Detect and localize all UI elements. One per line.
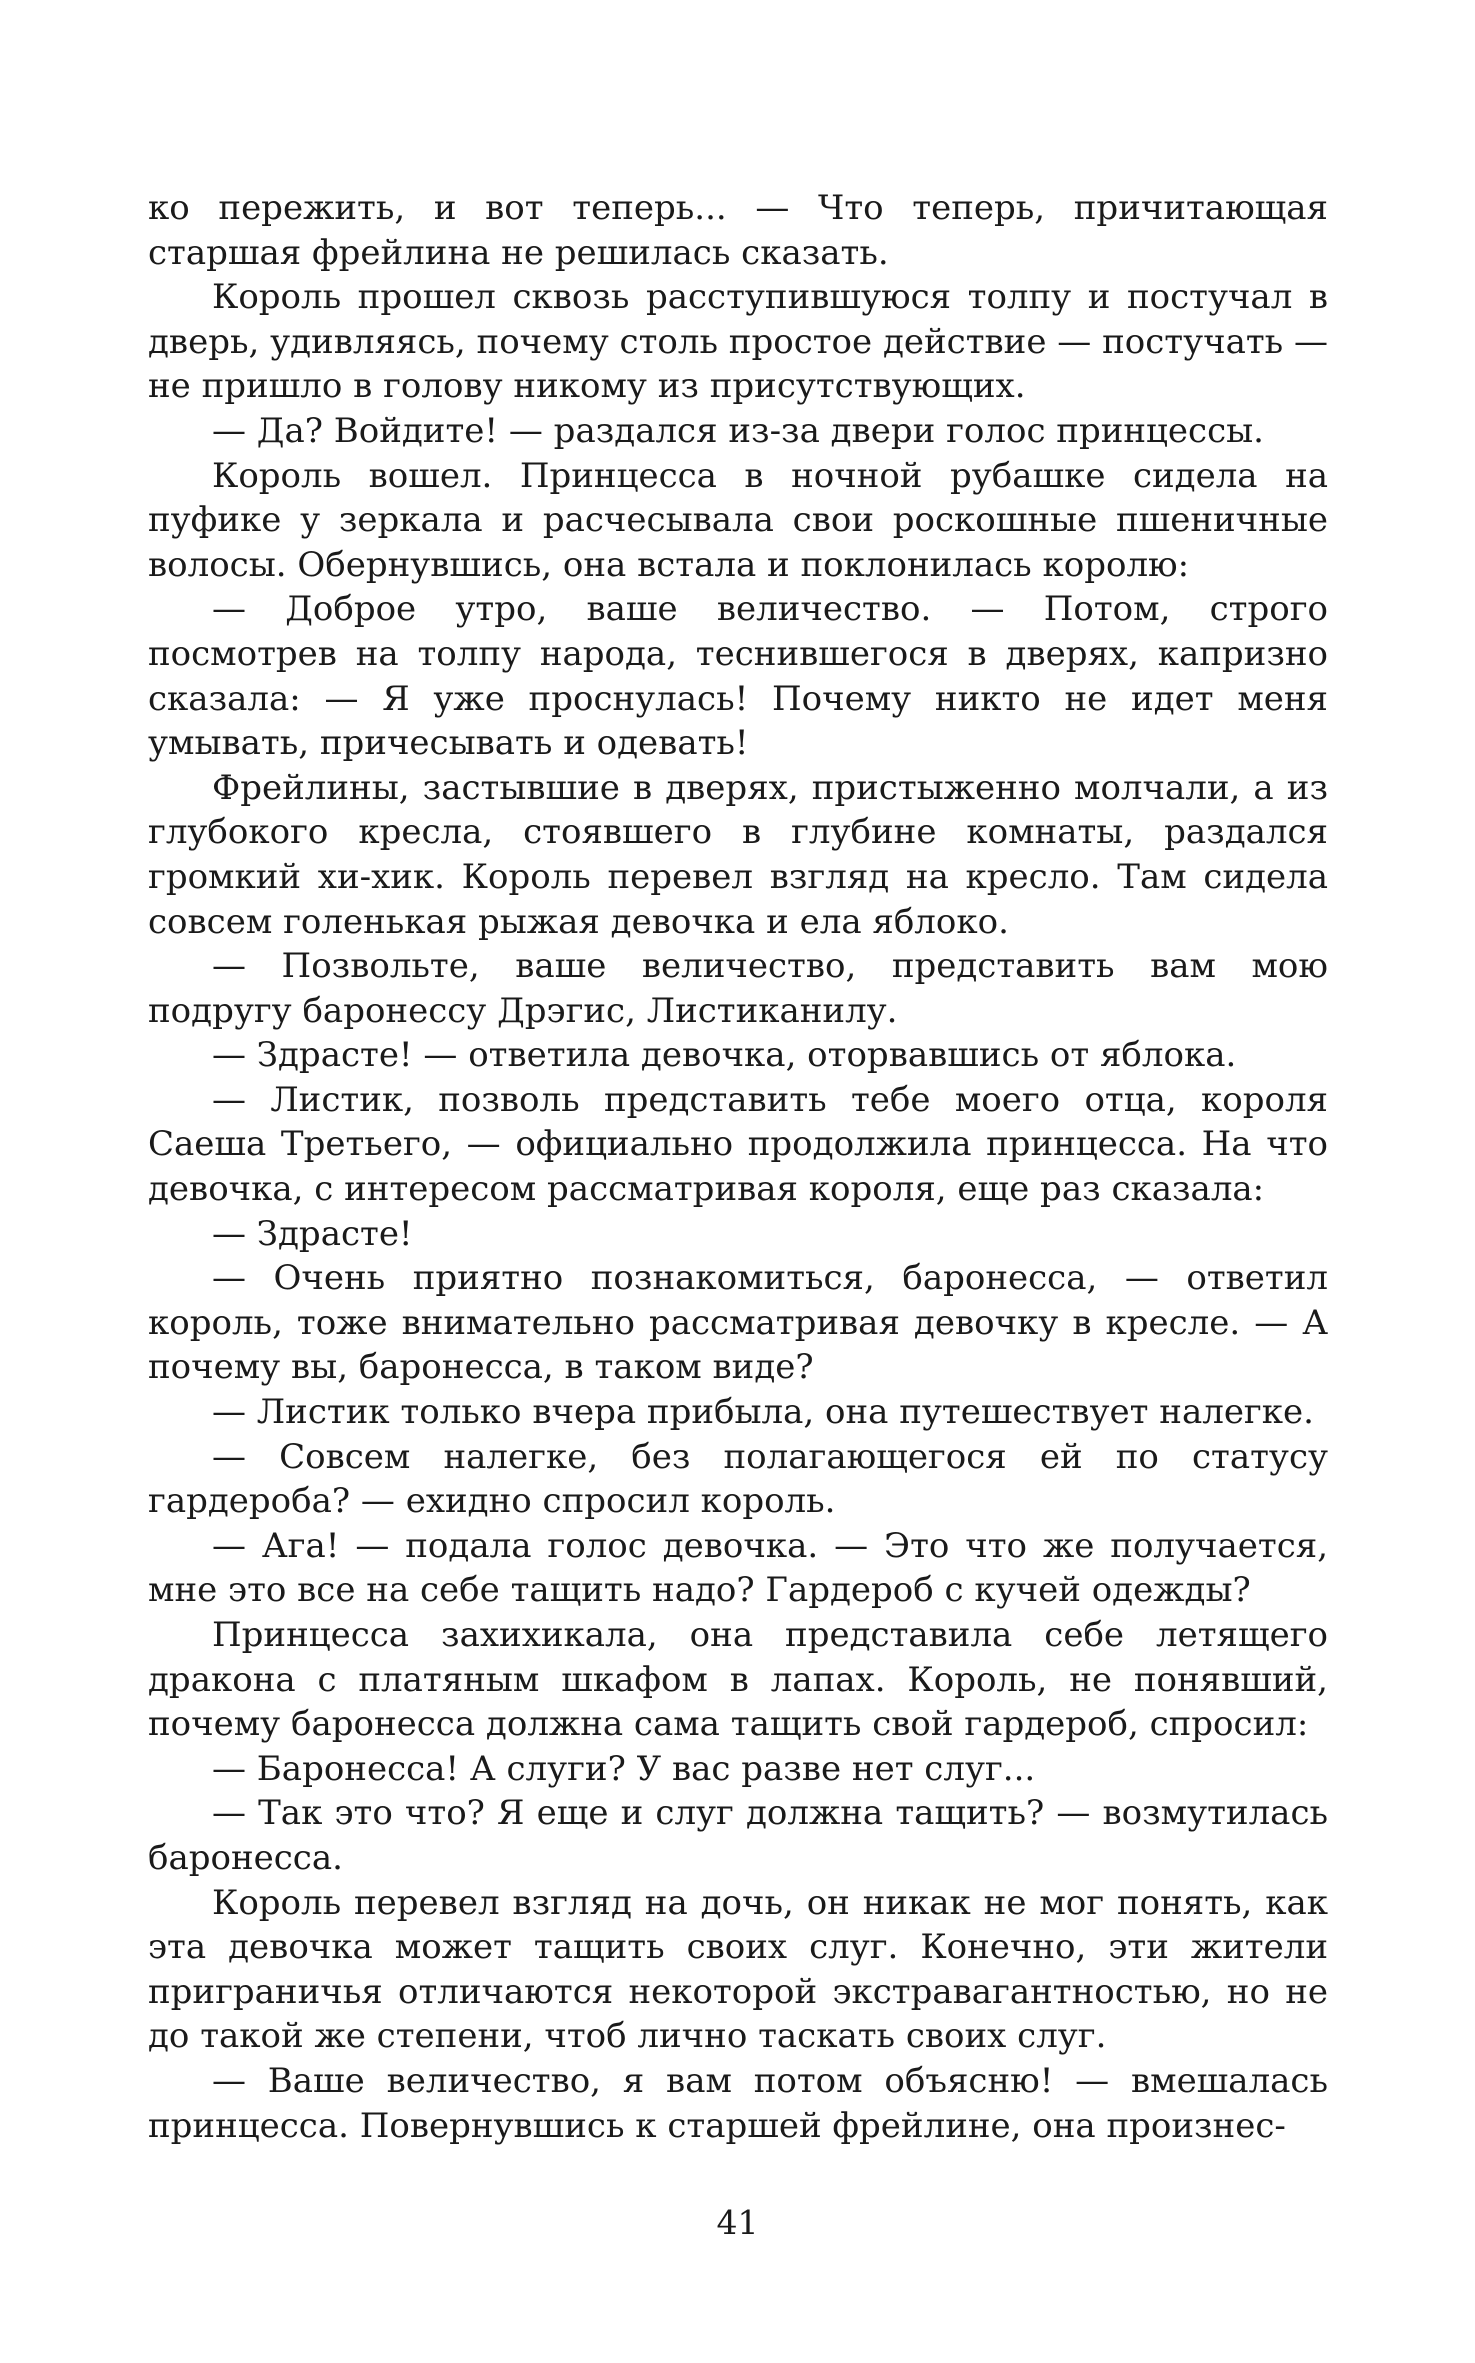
paragraph: Фрейлины, застывшие в дверях, пристыженно молчали, а из глубокого кресла, стоявшего в глубине комнаты, раздался громкий хи-хик. Король перевел взгляд на кресло. Там сидела совсем голенькая рыжая девочка и ела яблоко. xyxy=(148,767,1328,942)
paragraph: Король вошел. Принцесса в ночной рубашке сидела на пуфике у зеркала и расчесывала свои роскошные пшеничные волосы. Обернувшись, она встала и поклонилась королю: xyxy=(148,455,1328,585)
page-body xyxy=(148,186,1328,2148)
paragraph: — Очень приятно познакомиться, баронесса, — ответил король, тоже внимательно рассматривая девочку в кресле. — А почему вы, баронесса, в таком виде? xyxy=(148,1258,1328,1388)
page-number: 41 xyxy=(716,2203,759,2242)
paragraph: — Ваше величество, я вам потом объясню! — вмешалась принцесса. Повернувшись к старшей фрейлине, она произнес- xyxy=(148,2060,1328,2146)
paragraph: — Так это что? Я еще и слуг должна тащить? — возмутилась баронесса. xyxy=(148,1793,1328,1878)
paragraph: — Позвольте, ваше величество, представить вам мою подругу баронессу Дрэгис, Листиканилу. xyxy=(148,946,1328,1031)
paragraph: Король перевел взгляд на дочь, он никак не мог понять, как эта девочка может тащить своих слуг. Конечно, эти жители приграничья отличаются некоторой экстравагантностью, но не до такой же степени, чтоб лично таскать своих слуг. xyxy=(148,1882,1328,2057)
paragraph: — Здрасте! — ответила девочка, оторвавшись от яблока. xyxy=(212,1035,1237,1076)
paragraph: — Листик только вчера прибыла, она путешествует налегке. xyxy=(212,1392,1314,1433)
text-column xyxy=(148,186,1328,2148)
paragraph: — Здрасте! xyxy=(212,1213,413,1254)
paragraph: Принцесса захихикала, она представила себе летящего дракона с платяным шкафом в лапах. Король, не понявший, почему баронесса должна сама тащить свой гардероб, спросил: xyxy=(148,1615,1328,1745)
paragraph: — Совсем налегке, без полагающегося ей по статусу гардероба? — ехидно спросил король. xyxy=(148,1436,1328,1522)
paragraph: ко пережить, и вот теперь... — Что теперь, причитающая старшая фрейлина не решилась сказать. xyxy=(148,188,1328,273)
paragraph: Король прошел сквозь расступившуюся толпу и постучал в дверь, удивляясь, почему столь простое действие — постучать — не пришло в голову никому из присутствующих. xyxy=(148,277,1328,407)
paragraph: — Баронесса! А слуги? У вас разве нет слуг... xyxy=(212,1748,1036,1789)
paragraph: — Листик, позволь представить тебе моего отца, короля Саеша Третьего, — официально продолжила принцесса. На что девочка, с интересом рассматривая короля, еще раз сказала: xyxy=(148,1079,1328,1210)
paragraph: — Доброе утро, ваше величество. — Потом, строго посмотрев на толпу народа, теснившегося в дверях, капризно сказала: — Я уже проснулась! Почему никто не идет меня умывать, причесывать и одевать! xyxy=(148,589,1328,764)
paragraph: — Да? Войдите! — раздался из-за двери голос принцессы. xyxy=(212,410,1264,451)
paragraph: — Ага! — подала голос девочка. — Это что же получается, мне это все на себе тащить надо? Гардероб с кучей одежды? xyxy=(148,1525,1328,1611)
